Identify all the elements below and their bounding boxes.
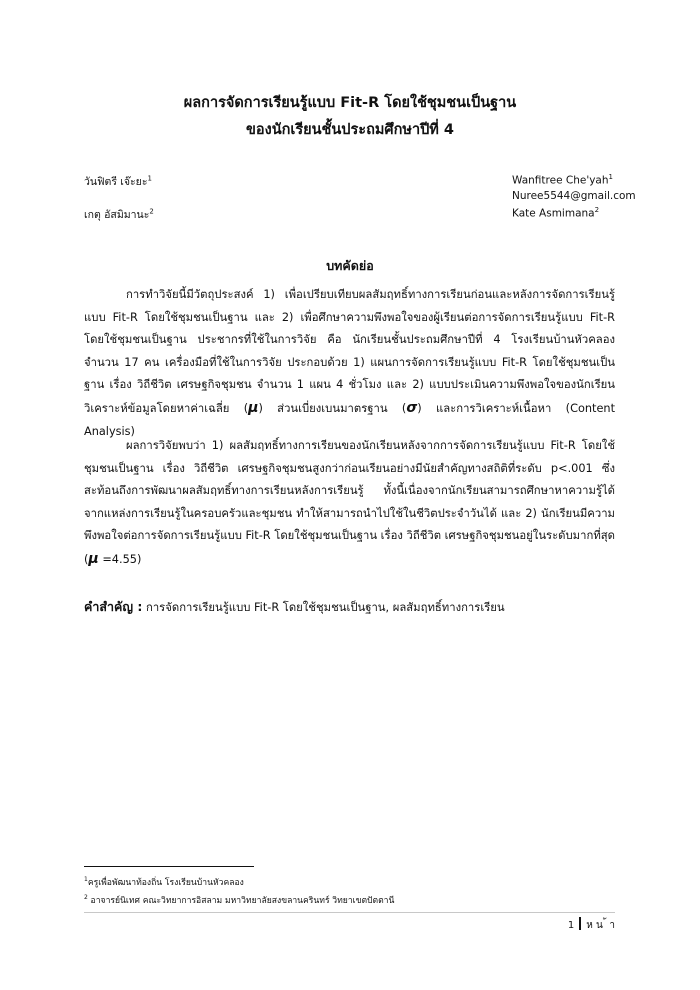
author-name: วันฟิตรี เจ๊ะยะ [84,176,148,188]
keywords-text: การจัดการเรียนรู้แบบ Fit-R โดยใช้ชุมชนเป็นฐาน, ผลสัมฤทธิ์ทางการเรียน [146,601,505,614]
keywords-label: คำสำคัญ : [84,599,143,614]
page-number-separator [579,917,581,930]
paper-title-line-1: ผลการจัดการเรียนรู้แบบ Fit-R โดยใช้ชุมชนเป็นฐาน [183,95,517,111]
author-mark: 1 [147,174,152,183]
author-mark: 1 [608,173,613,181]
mean-symbol: μ [88,550,99,567]
abstract-text: ) และการวิเคราะห์เนื้อหา (Content Analysis) [84,401,616,438]
paper-title-line-2: ของนักเรียนชั้นประถมศึกษาปีที่ 4 [246,122,454,138]
abstract-paragraph-2 [84,435,615,572]
author-mark: 2 [149,207,154,216]
abstract-text: ผลการวิจัยพบว่า 1) ผลสัมฤทธิ์ทางการเรียนของนักเรียนหลังจากการจัดการเรียนรู้แบบ Fit-R โดยใช้ชุมชนเป็นฐาน เรื่อง วิถีชีวิต เศรษฐกิจชุมชนสูงกว่าก่อนเรียนอย่างมีนัยสำคัญทางสถิติที่ระดับ p<.001 ซึ่งสะท้อนถึงการพัฒนาผลสัมฤทธิ์ทางการเรียนหลังการเรียนรู้ ทั้งนี้เนื่องจากนักเรียนสามารถศึกษาหาความรู้ได้จากแหล่งการเรียนรู้ในครอบครัวและชุมชน ทำให้สามารถนำไปใช้ในชีวิตประจำวันได้ และ 2) นักเรียนมีความพึงพอใจต่อการจัดการเรียนรู้แบบ Fit-R โดยใช้ชุมชนเป็นฐาน เรื่อง วิถีชีวิต เศรษฐกิจชุมชนอยู่ในระดับมากที่สุด ( [84,439,615,566]
abstract-text: ) ส่วนเบี่ยงเบนมาตรฐาน ( [258,401,407,415]
footnote-mark: 2 [84,894,88,902]
footer-divider [84,912,615,913]
author-name: Wanfitree Che'yah [512,174,609,187]
page-number [555,917,615,933]
footnote-text: ครูเพื่อพัฒนาท้องถิ่น โรงเรียนบ้านหัวคลอง [87,878,244,888]
abstract-text: การทำวิจัยนี้มีวัตถุประสงค์ 1) เพื่อเปรียบเทียบผลสัมฤทธิ์ทางการเรียนก่อนและหลังการจัดการเรียนรู้แบบ Fit-R โดยใช้ชุมชนเป็นฐาน และ 2) เพื่อศึกษาความพึงพอใจของผู้เรียนต่อการจัดการเรียนรู้แบบ Fit-R โดยใช้ชุมชนเป็นฐาน ประชากรที่ใช้ในการวิจัย คือ นักเรียนชั้นประถมศึกษาปีที่ 4 โรงเรียนบ้านหัวคลอง จำนวน 17 คน เครื่องมือที่ใช้ในการวิจัย ประกอบด้วย 1) แผนการจัดการเรียนรู้แบบ Fit-R โดยใช้ชุมชนเป็นฐาน เรื่อง วิถีชีวิต เศรษฐกิจชุมชน จำนวน 1 แผน 4 ชั่วโมง และ 2) แบบประเมินความพึงพอใจของนักเรียน วิเคราะห์ข้อมูลโดยหาค่าเฉลี่ย ( [84,288,615,415]
author-english-1 [512,173,613,187]
abstract-text: =4.55) [98,552,142,566]
abstract-heading: บทคัดย่อ [326,258,374,273]
page-number-value: 1 [567,920,575,931]
author-email: Nuree5544@gmail.com [512,190,636,202]
author-mark: 2 [594,206,600,214]
page-label: ห น ้ า [586,920,615,931]
author-thai-1 [84,173,152,190]
footnote-1 [84,875,244,889]
author-name: Kate Asmimana [512,207,595,220]
keywords [84,597,505,617]
author-thai-2 [84,206,154,223]
footnote-2 [84,893,394,907]
mean-symbol: μ [248,399,259,416]
footnote-mark: 1 [84,876,88,884]
footnote-text: อาจารย์นิเทศ คณะวิทยาการอิสลาม มหาวิทยาลัยสงขลานครินทร์ วิทยาเขตปัตตานี [87,896,395,906]
author-english-2 [512,206,599,220]
abstract-paragraph-1 [84,284,615,443]
footnote-divider [84,866,254,867]
author-name: เกตุ อัสมิมานะ [84,209,150,221]
sd-symbol: σ [406,399,418,416]
